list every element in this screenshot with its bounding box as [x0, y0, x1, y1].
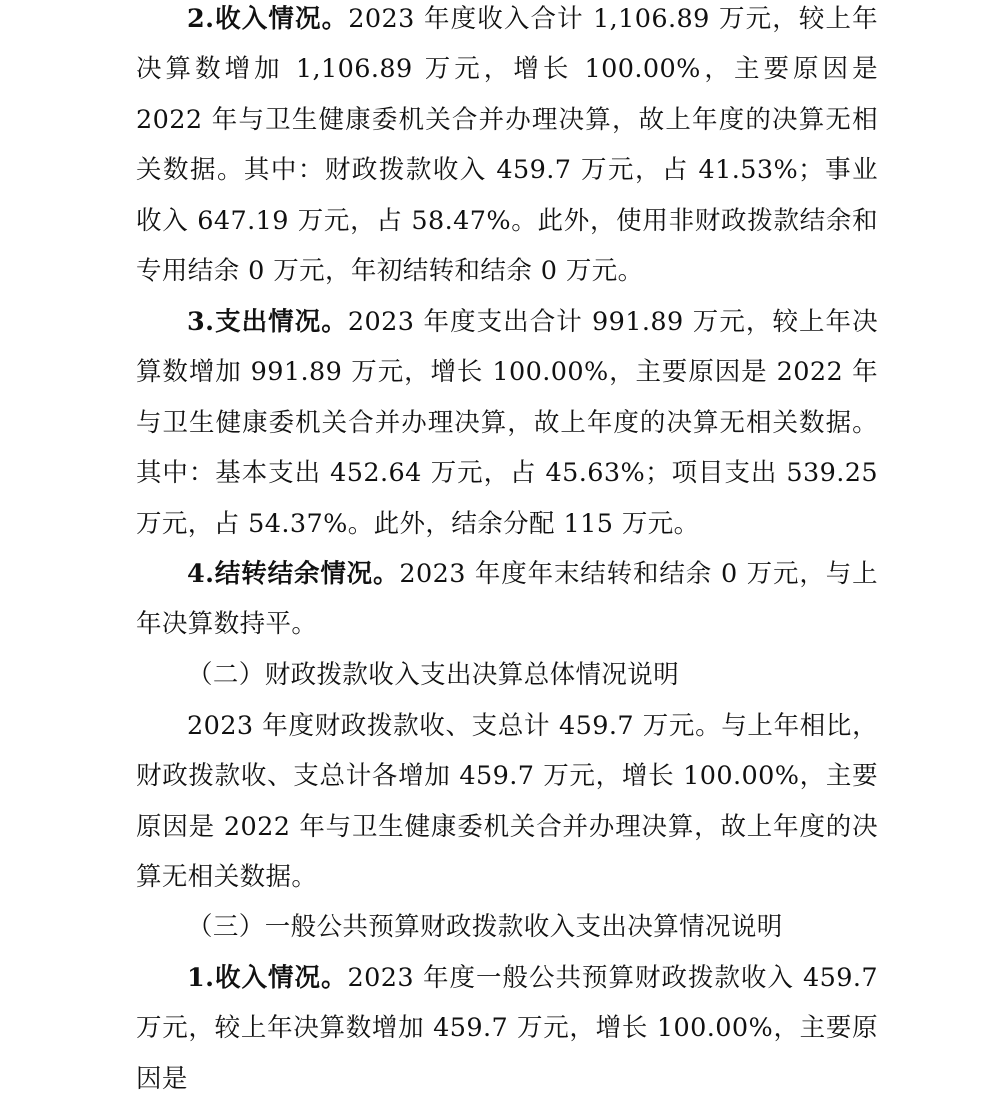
carryover-body: 2023 年度年末结转和结余 0 万元，与上年决算数持平。 — [136, 559, 878, 640]
general-budget-income-heading: 1.收入情况。 — [187, 963, 348, 993]
expense-heading: 3.支出情况。 — [187, 307, 348, 337]
income-paragraph — [136, 0, 878, 296]
general-budget-income-body: 2023 年度一般公共预算财政拨款收入 459.7 万元，较上年决算数增加 459.7 万元，增长 100.00%，主要原因是 — [136, 963, 879, 1094]
expense-paragraph — [136, 297, 878, 549]
subsection-3-title: （三）一般公共预算财政拨款收入支出决算情况说明 — [187, 912, 783, 942]
income-body: 2023 年度收入合计 1,106.89 万元，较上年决算数增加 1,106.89 万元，增长 100.00%，主要原因是 2022 年与卫生健康委机关合并办理决算，故上年度的决算无相关数据。其中：财政拨款收入 459.7 万元，占 41.53%；事业收入 647.19 万元，占 58.47%。此外，使用非财政拨款结余和专用结余 0 万元，年初结转和结余 0 万元。 — [136, 4, 878, 287]
income-heading: 2.收入情况。 — [187, 4, 349, 34]
carryover-heading: 4.结转结余情况。 — [187, 559, 400, 589]
general-budget-income-paragraph — [136, 953, 878, 1104]
subsection-2-title: （二）财政拨款收入支出决算总体情况说明 — [187, 660, 680, 690]
subsection-2-body: 2023 年度财政拨款收、支总计 459.7 万元。与上年相比，财政拨款收、支总计各增加 459.7 万元，增长 100.00%，主要原因是 2022 年与卫生健康委机关合并办理决算，故上年度的决算无相关数据。 — [136, 711, 878, 893]
expense-body: 2023 年度支出合计 991.89 万元，较上年决算数增加 991.89 万元，增长 100.00%，主要原因是 2022 年与卫生健康委机关合并办理决算，故上年度的决算无相关数据。其中：基本支出 452.64 万元，占 45.63%；项目支出 539.25 万元，占 54.37%。此外，结余分配 115 万元。 — [136, 307, 879, 539]
carryover-paragraph — [136, 549, 878, 650]
